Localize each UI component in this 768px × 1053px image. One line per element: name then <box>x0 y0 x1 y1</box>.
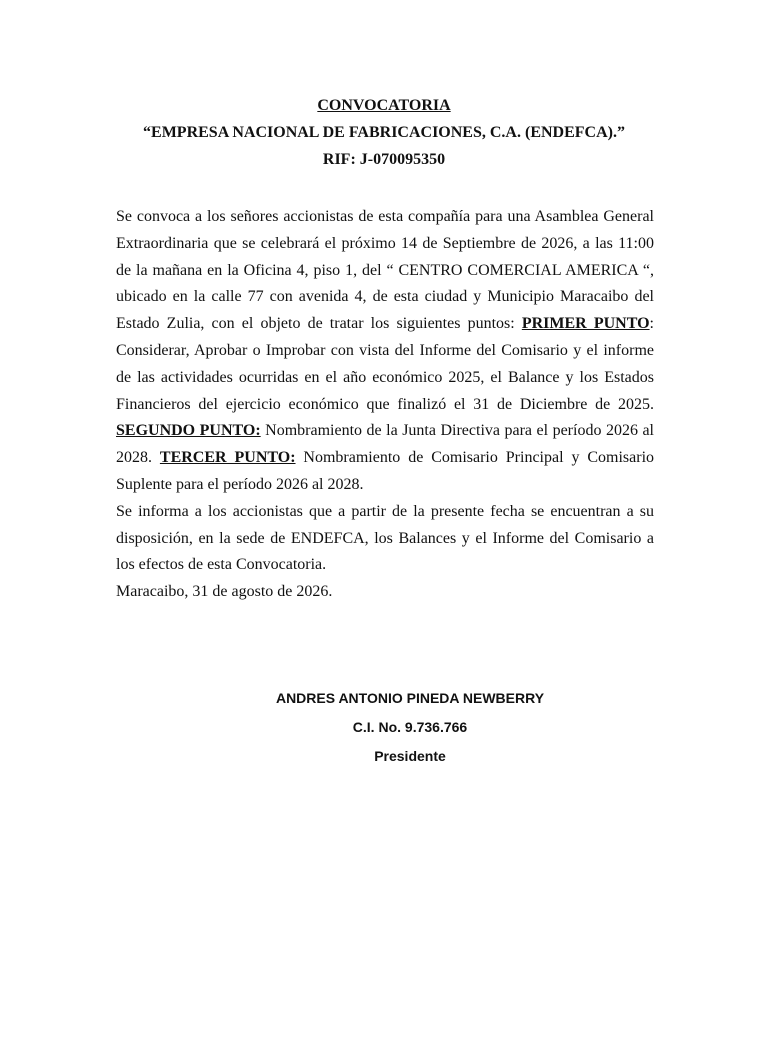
intro-text: Se convoca a los señores accionistas de esta compañía para una Asamblea General Extraordinaria que se celebrará el próximo 14 de Septiembre de 2026, a las 11:00 de la mañana en la Oficina 4, piso 1, del “ CENTRO COMERCIAL AMERICA “, ubicado en la calle 77 con avenida 4, de esta ciudad y Municipio Maracaibo del Estado Zulia, con el objeto de tratar los siguientes puntos: <box>116 208 654 333</box>
signer-role: Presidente <box>374 748 446 764</box>
punto2-text: Nombramiento de la Junta Directiva para el período 2026 al 2028. <box>116 422 654 467</box>
company-rif: RIF: J-070095350 <box>322 151 446 168</box>
convocation-paragraph <box>116 204 654 499</box>
place-date: Maracaibo, 31 de agosto de 2026. <box>116 583 333 601</box>
document-body <box>116 204 654 606</box>
punto2-label: SEGUNDO PUNTO: <box>116 422 261 440</box>
punto1-label: PRIMER PUNTO <box>521 315 650 333</box>
signer-id: C.I. No. 9.736.766 <box>352 719 468 735</box>
signature-block <box>0 684 768 771</box>
company-name: “EMPRESA NACIONAL DE FABRICACIONES, C.A. (ENDEFCA).” <box>143 124 625 141</box>
document-header <box>0 92 768 173</box>
signer-name: ANDRES ANTONIO PINEDA NEWBERRY <box>275 690 545 706</box>
punto1-text: : Considerar, Aprobar o Improbar con vista del Informe del Comisario y el informe de las actividades ocurridas en el año económico 2025, el Balance y los Estados Financieros del ejercicio económico que finalizó el 31 de Diciembre de 2025. <box>116 315 654 413</box>
info-paragraph: Se informa a los accionistas que a partir de la presente fecha se encuentran a su disposición, en la sede de ENDEFCA, los Balances y el Informe del Comisario a los efectos de esta Convocatoria. <box>116 502 654 574</box>
punto3-text: Nombramiento de Comisario Principal y Comisario Suplente para el período 2026 al 2028. <box>116 449 655 493</box>
document-title: CONVOCATORIA <box>317 97 451 114</box>
punto3-label: TERCER PUNTO: <box>159 449 296 467</box>
